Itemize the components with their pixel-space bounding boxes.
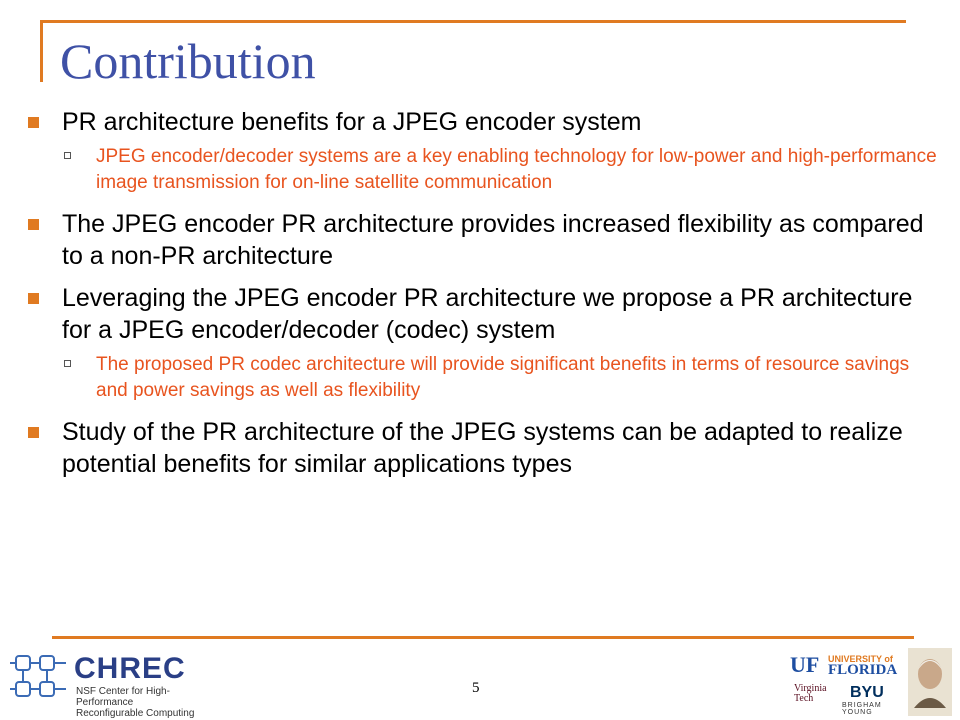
virginia-tech-logo [794,684,827,704]
bullet-item [28,208,943,272]
chrec-name: CHREC [74,652,186,685]
bottom-frame-line [52,636,914,639]
chrec-subtitle-line: Reconfigurable Computing [76,708,195,719]
sub-bullet-item [62,144,943,196]
chrec-logo [10,648,210,719]
vt-line: Tech [794,693,814,704]
square-bullet-icon [28,293,39,304]
bullet-text: PR architecture benefits for a JPEG encoder system [62,108,642,136]
byu-logo: BYU [850,684,884,701]
chrec-subtitle-line: NSF Center for High-Performance [76,686,170,708]
bullet-list [28,106,943,480]
page-number: 5 [472,680,480,696]
university-logos [790,652,908,714]
hollow-square-bullet-icon [64,152,71,159]
bullet-text: Leveraging the JPEG encoder PR architecture we propose a PR architecture for a JPEG encoder/decoder (codec) system [62,284,913,344]
uf-logo-mark: UF [790,652,820,677]
sub-bullet-text: The proposed PR codec architecture will provide significant benefits in terms of resource savings and power savings as well as flexibility [96,354,910,401]
left-frame-line [40,20,43,82]
square-bullet-icon [28,219,39,230]
slide-title: Contribution [60,33,316,89]
vt-line: Virginia [794,683,827,694]
square-bullet-icon [28,117,39,128]
chrec-subtitle [76,686,210,719]
bullet-item [28,106,943,138]
bullet-item [28,282,943,346]
square-bullet-icon [28,427,39,438]
byu-subtitle: BRIGHAM YOUNG [842,702,882,716]
hollow-square-bullet-icon [64,360,71,367]
sub-bullet-item [62,352,943,404]
uf-university-of: UNIVERSITY of [828,654,893,664]
top-frame-line [40,20,906,23]
gwu-portrait-logo [908,648,952,716]
bullet-text: Study of the PR architecture of the JPEG systems can be adapted to realize potential benefits for similar applications types [62,418,903,478]
sub-bullet-text: JPEG encoder/decoder systems are a key enabling technology for low-power and high-performance image transmission for on-line satellite communication [96,146,937,193]
bullet-item [28,416,943,480]
uf-florida: FLORIDA [828,662,898,678]
chrec-circuit-icon [10,648,72,710]
bullet-text: The JPEG encoder PR architecture provides increased flexibility as compared to a non-PR architecture [62,210,924,270]
